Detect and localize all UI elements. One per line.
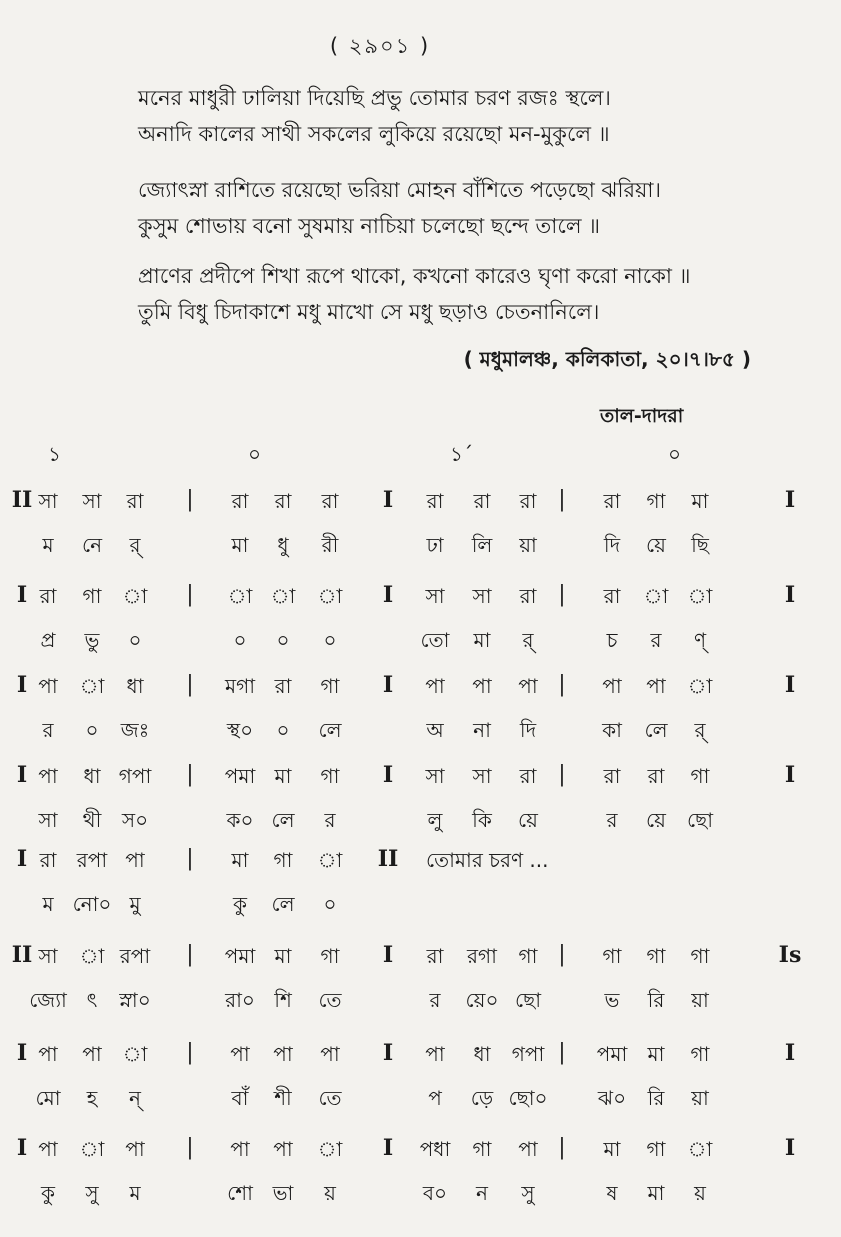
swara-note: পা xyxy=(125,848,145,872)
swara-note: ধা xyxy=(473,1042,491,1066)
bar-separator: | xyxy=(186,762,194,787)
lyric-syllable: প xyxy=(428,1086,442,1110)
swara-note: পা xyxy=(425,674,445,698)
lyric-syllable: ভু xyxy=(84,628,100,652)
lyric-syllable: ০ xyxy=(85,718,99,742)
bar-end-mark: I xyxy=(784,1135,796,1161)
swara-note: া xyxy=(122,1042,148,1066)
swara-note: সা xyxy=(82,489,102,513)
swara-note: পা xyxy=(518,1137,538,1161)
bar-separator: I xyxy=(382,487,394,513)
bar-end-mark: I xyxy=(784,487,796,513)
swara-note: া xyxy=(317,848,343,872)
swara-note: গা xyxy=(690,944,710,968)
lyric-syllable: ধু xyxy=(277,533,289,557)
swara-note: রা xyxy=(231,489,249,513)
swara-note: রা xyxy=(603,584,621,608)
bar-start-mark: II xyxy=(11,487,33,513)
swara-note: পা xyxy=(425,1042,445,1066)
swara-note: রা xyxy=(603,489,621,513)
lyric-syllable: ০ xyxy=(233,628,247,652)
lyric-syllable: লে xyxy=(271,892,295,916)
lyric-syllable: ভ xyxy=(604,988,620,1012)
swara-note: া xyxy=(227,584,253,608)
swara-note: রা xyxy=(426,944,444,968)
lyric-syllable: ০ xyxy=(128,628,142,652)
lyric-syllable: য় xyxy=(694,1181,706,1205)
lyric-syllable: তে xyxy=(318,1086,342,1110)
lyric-syllable: ন্ xyxy=(129,1086,141,1110)
lyric-syllable: য়ে xyxy=(646,808,666,832)
swara-note: া xyxy=(317,584,343,608)
beat-mark: ০ xyxy=(668,442,682,466)
lyric-syllable: মা xyxy=(647,1181,665,1205)
continuation-text: তোমার চরণ ... xyxy=(426,848,549,872)
swara-note: পা xyxy=(472,674,492,698)
swara-note: া xyxy=(643,584,669,608)
swara-note: পা xyxy=(230,1137,250,1161)
lyric-syllable: রি xyxy=(647,1086,665,1110)
lyric-syllable: লু xyxy=(427,808,443,832)
lyric-syllable: র্ xyxy=(694,718,706,742)
swara-note: পা xyxy=(38,674,58,698)
swara-note: ধা xyxy=(126,674,144,698)
swara-note: রা xyxy=(519,584,537,608)
swara-note: গপা xyxy=(511,1042,545,1066)
lyric-syllable: ছো xyxy=(686,808,714,832)
swara-note: রগা xyxy=(467,944,497,968)
swara-note: মা xyxy=(691,489,709,513)
lyric-syllable: র xyxy=(429,988,441,1012)
swara-note: পা xyxy=(230,1042,250,1066)
lyric-syllable: র্ xyxy=(522,628,534,652)
lyric-line: অনাদি কালের সাথী সকলের লুকিয়ে রয়েছো মন-মুকুলে ॥ xyxy=(138,122,610,146)
swara-note: রা xyxy=(647,764,665,788)
lyric-line: জ্যোৎস্না রাশিতে রয়েছো ভরিয়া মোহন বাঁশিতে পড়েছো ঝরিয়া। xyxy=(138,178,661,202)
swara-note: রা xyxy=(321,489,339,513)
lyric-syllable: মা xyxy=(231,533,249,557)
bar-close-mark: II xyxy=(377,846,399,872)
lyric-syllable: ম xyxy=(129,1181,141,1205)
bar-end-mark: I xyxy=(784,762,796,788)
lyric-syllable: শো xyxy=(227,1181,253,1205)
lyric-syllable: র xyxy=(606,808,618,832)
lyric-syllable: ঢা xyxy=(426,533,444,557)
swara-note: গা xyxy=(273,848,293,872)
lyric-syllable: ড়ে xyxy=(470,1086,494,1110)
lyric-syllable: ভা xyxy=(272,1181,294,1205)
lyric-line: মনের মাধুরী ঢালিয়া দিয়েছি প্রভু তোমার চরণ রজঃ স্থলে। xyxy=(138,86,611,110)
bar-separator: | xyxy=(558,762,566,787)
bar-start-mark: I xyxy=(16,672,28,698)
swara-note: মগা xyxy=(224,674,256,698)
bar-separator: I xyxy=(382,942,394,968)
bar-start-mark: I xyxy=(16,846,28,872)
lyric-syllable: য় xyxy=(324,1181,336,1205)
bar-separator: | xyxy=(186,846,194,871)
bar-separator: | xyxy=(186,1040,194,1065)
lyric-syllable: য়া xyxy=(691,1086,709,1110)
swara-note: পা xyxy=(518,674,538,698)
swara-note: রা xyxy=(473,489,491,513)
bar-start-mark: II xyxy=(11,942,33,968)
swara-note: পমা xyxy=(596,1042,628,1066)
swara-note: পা xyxy=(602,674,622,698)
beat-mark: ১´ xyxy=(450,442,473,466)
lyric-syllable: রী xyxy=(321,533,339,557)
swara-note: মা xyxy=(274,944,292,968)
lyric-syllable: শী xyxy=(274,1086,292,1110)
bar-separator: | xyxy=(558,942,566,967)
bar-separator: | xyxy=(186,672,194,697)
bar-start-mark: I xyxy=(16,762,28,788)
swara-note: সা xyxy=(38,489,58,513)
lyric-syllable: য়া xyxy=(519,533,537,557)
lyric-syllable: ষ xyxy=(606,1181,618,1205)
source-citation: ( মধুমালঞ্চ, কলিকাতা, ২০।৭।৮৫ ) xyxy=(463,347,751,371)
lyric-syllable: র xyxy=(324,808,336,832)
swara-note: সা xyxy=(425,764,445,788)
lyric-syllable: য়ে০ xyxy=(465,988,499,1012)
bar-separator: I xyxy=(382,672,394,698)
bar-separator: | xyxy=(558,1135,566,1160)
lyric-syllable: রা০ xyxy=(225,988,255,1012)
lyric-syllable: নো০ xyxy=(72,892,112,916)
swara-note: গা xyxy=(690,764,710,788)
lyric-syllable: তে xyxy=(318,988,342,1012)
swara-note: গা xyxy=(320,764,340,788)
swara-note: া xyxy=(79,674,105,698)
lyric-syllable: সু xyxy=(521,1181,535,1205)
lyric-syllable: ছি xyxy=(691,533,709,557)
swara-note: রা xyxy=(519,489,537,513)
swara-note: রপা xyxy=(119,944,151,968)
bar-separator: I xyxy=(382,762,394,788)
page-number: ( ২৯০১ ) xyxy=(329,34,431,58)
lyric-syllable: মো xyxy=(35,1086,61,1110)
bar-start-mark: I xyxy=(16,1135,28,1161)
lyric-syllable: সু xyxy=(85,1181,99,1205)
bar-start-mark: I xyxy=(16,1040,28,1066)
lyric-syllable: স০ xyxy=(121,808,149,832)
lyric-syllable: চ xyxy=(606,628,618,652)
swara-note: পমা xyxy=(224,764,256,788)
bar-end-mark: Is xyxy=(778,942,802,968)
swara-note: গা xyxy=(646,1137,666,1161)
lyric-syllable: ০ xyxy=(323,892,337,916)
swara-note: পা xyxy=(38,1137,58,1161)
beat-mark: ১ xyxy=(48,442,61,466)
lyric-syllable: রি xyxy=(647,988,665,1012)
lyric-syllable: প্র xyxy=(40,628,56,652)
bar-separator: I xyxy=(382,1040,394,1066)
lyric-syllable: জঃ xyxy=(120,718,150,742)
lyric-syllable: লে xyxy=(318,718,342,742)
swara-note: পা xyxy=(125,1137,145,1161)
swara-note: মা xyxy=(647,1042,665,1066)
swara-note: া xyxy=(687,674,713,698)
swara-note: রা xyxy=(274,674,292,698)
lyric-syllable: সা xyxy=(38,808,58,832)
swara-note: রা xyxy=(426,489,444,513)
lyric-syllable: ৎ xyxy=(86,988,98,1012)
bar-end-mark: I xyxy=(784,582,796,608)
swara-note: মা xyxy=(603,1137,621,1161)
swara-note: া xyxy=(122,584,148,608)
bar-separator: | xyxy=(558,582,566,607)
swara-note: সা xyxy=(472,584,492,608)
lyric-syllable: কা xyxy=(602,718,622,742)
lyric-syllable: ম xyxy=(42,892,54,916)
lyric-syllable: য়ে xyxy=(518,808,538,832)
lyric-syllable: কি xyxy=(472,808,492,832)
swara-note: পা xyxy=(273,1137,293,1161)
swara-note: গা xyxy=(472,1137,492,1161)
lyric-syllable: থী xyxy=(82,808,102,832)
lyric-line: তুমি বিধু চিদাকাশে মধু মাখো সে মধু ছড়াও চেতনানিলে। xyxy=(138,300,600,324)
swara-note: গপা xyxy=(118,764,152,788)
swara-note: পা xyxy=(646,674,666,698)
swara-note: া xyxy=(687,1137,713,1161)
swara-note: সা xyxy=(425,584,445,608)
lyric-syllable: কু xyxy=(233,892,247,916)
lyric-syllable: মা xyxy=(473,628,491,652)
lyric-syllable: ছো০ xyxy=(508,1086,548,1110)
lyric-syllable: ণ্ xyxy=(693,628,707,652)
swara-note: গা xyxy=(602,944,622,968)
lyric-syllable: হ xyxy=(86,1086,98,1110)
lyric-syllable: কু xyxy=(41,1181,55,1205)
swara-note: রা xyxy=(39,584,57,608)
beat-mark: ০ xyxy=(248,442,262,466)
swara-note: পা xyxy=(273,1042,293,1066)
swara-note: রা xyxy=(126,489,144,513)
lyric-syllable: অ xyxy=(426,718,444,742)
bar-separator: I xyxy=(382,1135,394,1161)
lyric-syllable: ০ xyxy=(276,718,290,742)
swara-note: গা xyxy=(320,944,340,968)
bar-separator: | xyxy=(558,672,566,697)
lyric-syllable: না xyxy=(473,718,491,742)
lyric-syllable: স্থ০ xyxy=(226,718,254,742)
swara-note: গা xyxy=(646,489,666,513)
swara-note: া xyxy=(270,584,296,608)
swara-note: পা xyxy=(38,764,58,788)
swara-note: রা xyxy=(603,764,621,788)
bar-separator: | xyxy=(186,582,194,607)
lyric-line: প্রাণের প্রদীপে শিখা রূপে থাকো, কখনো কারেও ঘৃণা করো নাকো ॥ xyxy=(138,264,691,288)
lyric-syllable: দি xyxy=(519,718,537,742)
bar-separator: I xyxy=(382,582,394,608)
lyric-syllable: ন xyxy=(476,1181,488,1205)
lyric-syllable: তো xyxy=(420,628,450,652)
swara-note: গা xyxy=(320,674,340,698)
swara-note: রপা xyxy=(76,848,108,872)
lyric-syllable: লি xyxy=(471,533,493,557)
swara-note: পধা xyxy=(419,1137,451,1161)
swara-note: া xyxy=(79,944,105,968)
swara-note: রা xyxy=(274,489,292,513)
bar-separator: | xyxy=(186,1135,194,1160)
lyric-syllable: জ্যো xyxy=(29,988,67,1012)
swara-note: রা xyxy=(519,764,537,788)
lyric-syllable: নে xyxy=(81,533,103,557)
swara-note: সা xyxy=(38,944,58,968)
swara-note: া xyxy=(79,1137,105,1161)
bar-separator: | xyxy=(558,1040,566,1065)
swara-note: সা xyxy=(472,764,492,788)
lyric-syllable: ম xyxy=(42,533,54,557)
bar-separator: | xyxy=(186,487,194,512)
lyric-syllable: স্না০ xyxy=(119,988,151,1012)
lyric-syllable: মু xyxy=(129,892,141,916)
lyric-syllable: শি xyxy=(274,988,292,1012)
lyric-syllable: ঝ০ xyxy=(597,1086,627,1110)
swara-note: পা xyxy=(320,1042,340,1066)
swara-note: পমা xyxy=(224,944,256,968)
swara-note: মা xyxy=(274,764,292,788)
swara-note: গা xyxy=(690,1042,710,1066)
lyric-syllable: লে xyxy=(644,718,668,742)
bar-start-mark: I xyxy=(16,582,28,608)
tala-name: তাল-দাদরা xyxy=(600,405,684,427)
swara-note: পা xyxy=(38,1042,58,1066)
lyric-syllable: ক০ xyxy=(226,808,254,832)
swara-note: গা xyxy=(518,944,538,968)
lyric-syllable: র্ xyxy=(129,533,141,557)
bar-separator: | xyxy=(186,942,194,967)
swara-note: া xyxy=(317,1137,343,1161)
lyric-syllable: র xyxy=(650,628,662,652)
swara-note: পা xyxy=(82,1042,102,1066)
bar-end-mark: I xyxy=(784,1040,796,1066)
swara-note: গা xyxy=(82,584,102,608)
lyric-syllable: য়া xyxy=(691,988,709,1012)
lyric-syllable: লে xyxy=(271,808,295,832)
lyric-syllable: দি xyxy=(603,533,621,557)
swara-note: া xyxy=(687,584,713,608)
swara-note: ধা xyxy=(83,764,101,788)
lyric-syllable: র xyxy=(42,718,54,742)
lyric-syllable: ছো xyxy=(514,988,542,1012)
bar-end-mark: I xyxy=(784,672,796,698)
lyric-syllable: ব০ xyxy=(422,1181,448,1205)
lyric-syllable: ০ xyxy=(323,628,337,652)
lyric-syllable: ০ xyxy=(276,628,290,652)
swara-note: গা xyxy=(646,944,666,968)
lyric-line: কুসুম শোভায় বনো সুষমায় নাচিয়া চলেছো ছন্দে তালে ॥ xyxy=(138,214,601,238)
swara-note: রা xyxy=(39,848,57,872)
lyric-syllable: বাঁ xyxy=(231,1086,249,1110)
bar-separator: | xyxy=(558,487,566,512)
lyric-syllable: য়ে xyxy=(646,533,666,557)
swara-note: মা xyxy=(231,848,249,872)
